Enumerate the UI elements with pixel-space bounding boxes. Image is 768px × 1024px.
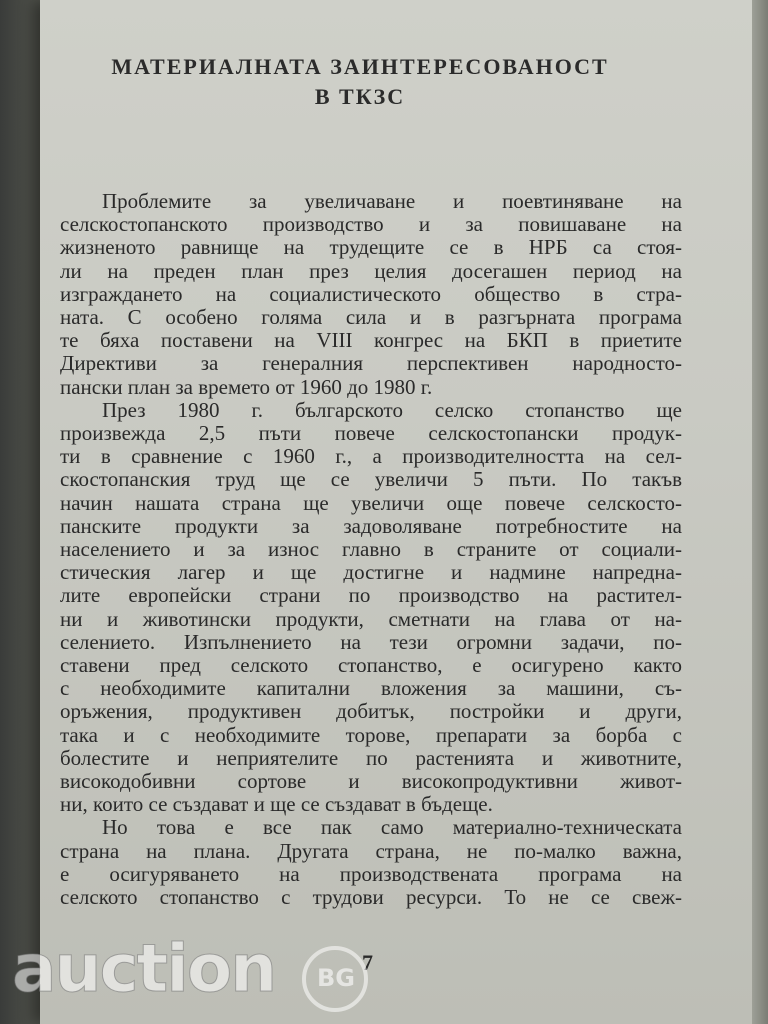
page-right-edge	[752, 0, 768, 1024]
text-line: ни и животински продукти, сметнати на глава от на-	[60, 606, 682, 631]
text-line: ната. С особено голяма сила и в разгърната програма	[60, 305, 682, 330]
text-line: начин нашата страна ще увеличи още повече селскосто-	[60, 490, 682, 515]
text-line: панските продукти за задоволяване потребностите на	[60, 513, 682, 538]
text-line: селскостопанското производство и за повишаване на	[60, 212, 682, 237]
text-line: те бяха поставени на VIII конгрес на БКП в приетите	[60, 328, 682, 353]
text-line: През 1980 г. българското селско стопанство ще	[102, 397, 682, 422]
text-line: населението и за износ главно в страните от социали-	[60, 537, 682, 562]
text-line: болестите и неприятелите по растенията и животните,	[60, 745, 682, 770]
text-line: селското стопанство с трудови ресурси. То не се свеж-	[60, 885, 682, 910]
text-line: пански план за времето от 1960 до 1980 г.	[60, 374, 433, 399]
text-line: ти в сравнение с 1960 г., а производителността на сел-	[60, 444, 682, 469]
text-line: високодобивни сортове и високопродуктивни живот-	[60, 769, 682, 794]
text-line: ставени пред селското стопанство, е осигурено както	[60, 653, 682, 678]
auction-watermark-logo	[12, 930, 392, 1010]
text-line: жизненото равнище на трудещите се в НРБ са стоя-	[60, 235, 682, 260]
text-line: така и с необходимите торове, препарати за борба с	[60, 722, 682, 747]
text-line: изграждането на социалистическото общество в стра-	[60, 281, 682, 306]
watermark-badge: BG	[317, 964, 355, 992]
text-line: Проблемите за увеличаване и поевтиняване на	[102, 189, 682, 213]
text-line: произвежда 2,5 пъти повече селскостопански продук-	[60, 421, 682, 446]
text-line: с необходимите капитални вложения за машини, съ-	[60, 676, 682, 701]
text-line: Но това е все пак само материално-техническата	[102, 815, 682, 840]
chapter-title-line-2: В ТКЗС	[314, 84, 406, 109]
chapter-title-line-1: МАТЕРИАЛНАТА ЗАИНТЕРЕСОВАНОСТ	[111, 54, 609, 79]
page-number: 7	[362, 950, 373, 975]
text-line: скостопанския труд ще се увеличи 5 пъти. По такъв	[60, 467, 682, 492]
text-line: селението. Изпълнението на тези огромни задачи, по-	[60, 629, 682, 654]
text-line: лите европейски страни по производство на растител-	[60, 583, 682, 608]
text-line: ли на преден план през целия досегашен период на	[60, 258, 682, 283]
watermark-text: auction	[12, 930, 276, 1007]
body-text	[60, 190, 682, 909]
text-line: е осигуряването на производствената програма на	[60, 861, 682, 886]
text-line: страна на плана. Другата страна, не по-малко важна,	[60, 838, 682, 863]
text-line: оръжения, продуктивен добитък, постройки и други,	[60, 699, 682, 724]
text-line: Директиви за генералния перспективен народносто-	[60, 351, 682, 376]
text-line: стическия лагер и ще достигне и надмине напредна-	[60, 560, 682, 585]
text-line: ни, които се създават и ще се създават в бъдеще.	[60, 792, 493, 817]
